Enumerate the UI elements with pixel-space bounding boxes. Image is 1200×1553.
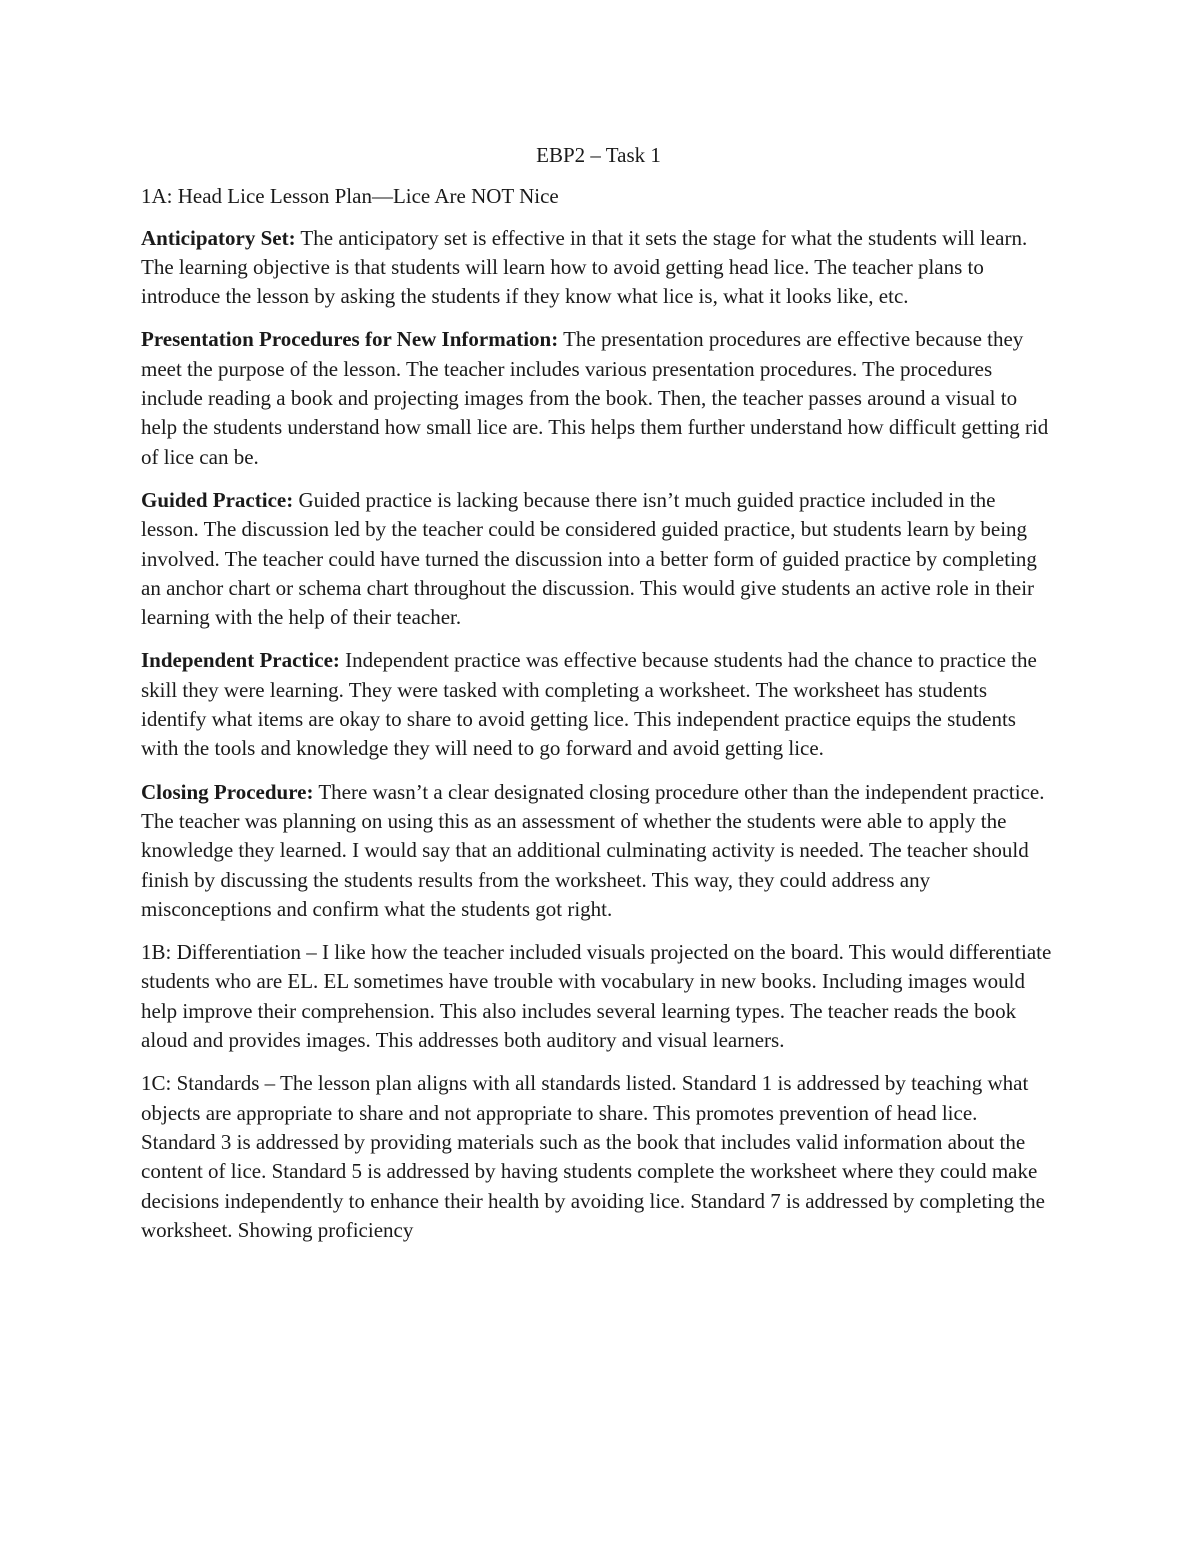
presentation-procedures-text: The presentation procedures are effective because they meet the purpose of the lesson. The teacher includes various presentation procedures. The procedures include reading a book and projecting images from the book. Then, the teacher passes around a visual to help the students understand how small lice are. This helps them further understand how difficult getting rid of lice can be. — [141, 327, 1049, 469]
document-title: EBP2 – Task 1 — [536, 143, 661, 167]
closing-procedure-heading: Closing Procedure: — [141, 779, 314, 804]
presentation-procedures-paragraph — [141, 325, 1056, 471]
closing-procedure-text: There wasn’t a clear designated closing procedure other than the independent practice. The teacher was planning on using this as an assessment of whether the students were able to apply the knowledge they learned. I would say that an additional culminating activity is needed. The teacher should finish by discussing the students results from the worksheet. This way, they could address any misconceptions and confirm what the students got right. — [141, 779, 1045, 921]
anticipatory-set-text: The anticipatory set is effective in that it sets the stage for what the students will learn. The learning objective is that students will learn how to avoid getting head lice. The teacher plans to introduce the lesson by asking the students if they know what lice is, what it looks like, etc. — [141, 225, 1028, 309]
independent-practice-paragraph — [141, 646, 1056, 763]
independent-practice-heading: Independent Practice: — [141, 648, 340, 673]
guided-practice-text: Guided practice is lacking because there isn’t much guided practice included in the lesson. The discussion led by the teacher could be considered guided practice, but students learn by being involved. The teacher could have turned the discussion into a better form of guided practice by completing an anchor chart or schema chart throughout the discussion. This would give students an active role in their learning with the help of their teacher. — [141, 487, 1037, 630]
guided-practice-heading: Guided Practice: — [141, 487, 294, 512]
guided-practice-paragraph — [141, 486, 1056, 632]
presentation-procedures-heading: Presentation Procedures for New Information: — [141, 327, 559, 352]
document-body — [141, 141, 1056, 1245]
anticipatory-set-heading: Anticipatory Set: — [141, 225, 296, 250]
independent-practice-text: Independent practice was effective because students had the chance to practice the skill they were learning. They were tasked with completing a worksheet. The worksheet has students identify what items are okay to share to avoid getting lice. This independent practice equips the students with the tools and knowledge they will need to go forward and avoid getting lice. — [141, 648, 1037, 761]
anticipatory-set-paragraph — [141, 224, 1056, 312]
lesson-plan-heading: 1A: Head Lice Lesson Plan—Lice Are NOT Nice — [141, 184, 559, 209]
standards-paragraph: 1C: Standards – The lesson plan aligns with all standards listed. Standard 1 is addressed by teaching what objects are appropriate to share and not appropriate to share. This promotes prevention of head lice. Standard 3 is addressed by providing materials such as the book that includes valid information about the content of lice. Standard 5 is addressed by having students complete the worksheet where they could make decisions independently to enhance their health by avoiding lice. Standard 7 is addressed by completing the worksheet. Showing proficiency — [141, 1071, 1045, 1242]
differentiation-paragraph: 1B: Differentiation – I like how the teacher included visuals projected on the board. This would differentiate students who are EL. EL sometimes have trouble with vocabulary in new books. Including images would help improve their comprehension. This also includes several learning types. The teacher reads the book aloud and provides images. This addresses both auditory and visual learners. — [141, 940, 1052, 1053]
closing-procedure-paragraph — [141, 778, 1056, 924]
